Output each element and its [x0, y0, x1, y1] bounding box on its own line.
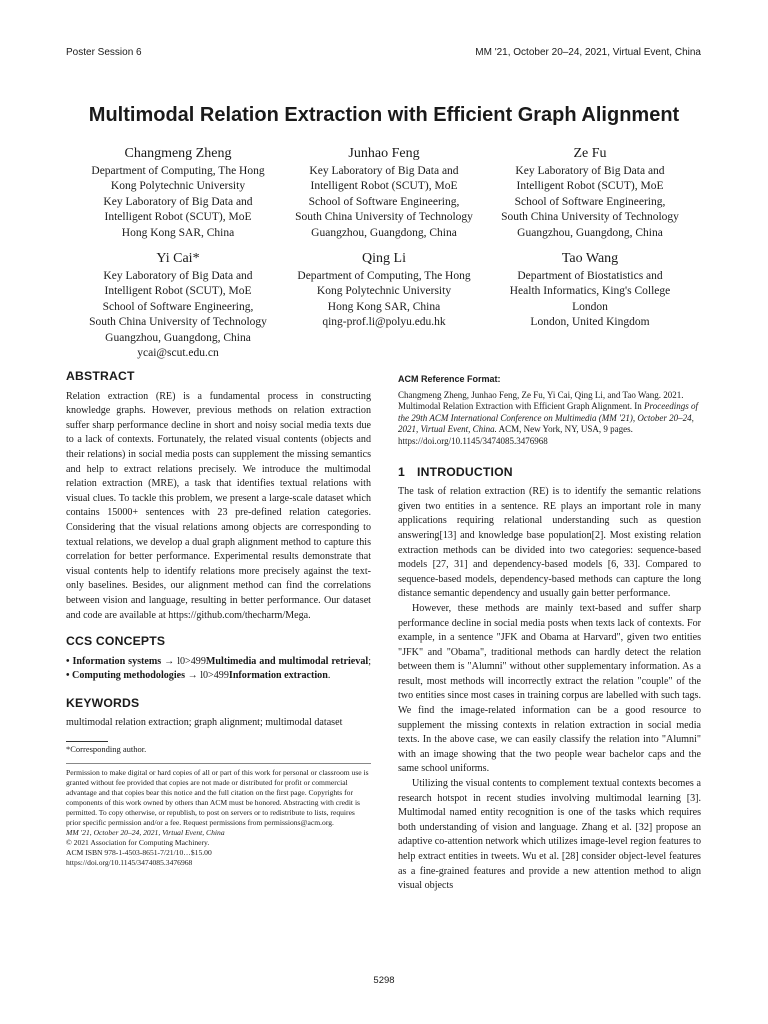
- running-header-right: MM '21, October 20–24, 2021, Virtual Event, China: [475, 47, 701, 58]
- acm-reference-authors: Changmeng Zheng, Junhao Feng, Ze Fu, Yi Cai, Qing Li, and Tao Wang. 2021. Multimodal Relation Extraction with Efficient Graph Alignment. In: [398, 389, 684, 412]
- author-affiliation-line: Intelligent Robot (SCUT), MoE: [310, 180, 458, 193]
- permission-isbn: ACM ISBN 978-1-4503-8651-7/21/10…$15.00: [66, 847, 212, 857]
- author-affiliation-line: London, United Kingdom: [530, 316, 650, 329]
- author-block: [73, 250, 283, 361]
- acm-reference-publisher: ACM, New York, NY, USA, 9 pages. https://doi.org/10.1145/3474085.3476968: [398, 424, 633, 446]
- intro-paragraph: Utilizing the visual contents to complement textual contexts becomes a research hotspot in recent studies involving multimodal learning [3]. Multimodal named entity recognition is one of the tasks which requires both understanding of vision and language. Zhang et al. [32] propose an adaptive co-attention network which utilizes image-level region features to help extract entities in tweets. Wu et al. [28] consider object-level features as a fine-grained features and provide a new attention method to align visual objects: [398, 778, 701, 892]
- permission-text: Permission to make digital or hard copies of all or part of this work for personal or classroom use is granted without fee provided that copies are not made or distributed for profit or commercial advantage and that copies bear this notice and the full citation on the first page. Copyrights for components of this work owned by others than ACM must be honored. Abstracting with credit is permitted. To copy otherwise, or republish, to post on servers or to redistribute to lists, requires prior specific permission and/or a fee. Request permissions from permissions@acm.org.: [66, 768, 369, 827]
- footnote-corresponding-author: *Corresponding author.: [66, 744, 147, 755]
- running-header-left: Poster Session 6: [66, 47, 142, 58]
- author-affiliation-line: Key Laboratory of Big Data and: [103, 195, 253, 208]
- author-email[interactable]: qing-prof.li@polyu.edu.hk: [322, 316, 446, 329]
- permission-doi[interactable]: https://doi.org/10.1145/3474085.3476968: [66, 857, 193, 867]
- author-affiliation-line: School of Software Engineering,: [308, 195, 460, 208]
- permission-copyright: © 2021 Association for Computing Machinery.: [66, 837, 210, 847]
- author-affiliation-line: Intelligent Robot (SCUT), MoE: [104, 211, 252, 224]
- author-affiliation-line: Kong Polytechnic University: [316, 285, 452, 298]
- author-affiliation-line: London: [572, 300, 608, 313]
- author-affiliation-line: Department of Biostatistics and: [517, 270, 663, 282]
- ccs-term: • Information systems: [66, 655, 162, 667]
- author-affiliation-line: South China University of Technology: [295, 211, 473, 224]
- author-name: Tao Wang: [561, 251, 619, 266]
- author-name: Ze Fu: [573, 146, 607, 161]
- permission-venue: MM '21, October 20–24, 2021, Virtual Event, China: [66, 827, 225, 837]
- author-email[interactable]: ycai@scut.edu.cn: [137, 347, 219, 360]
- ccs-term: Information extraction: [228, 670, 328, 682]
- ccs-term: • Computing methodologies: [66, 670, 186, 682]
- permission-block: [66, 768, 371, 868]
- author-name: Yi Cai*: [156, 251, 200, 266]
- author-block: [485, 250, 695, 331]
- ccs-arrow: → l0>499: [185, 670, 229, 682]
- ccs-end: .: [327, 670, 331, 682]
- author-affiliation-line: Department of Computing, The Hong: [297, 270, 471, 282]
- section-title: INTRODUCTION: [416, 464, 513, 479]
- author-block: [279, 250, 489, 331]
- author-affiliation-line: Key Laboratory of Big Data and: [103, 270, 253, 282]
- author-affiliation-line: South China University of Technology: [501, 211, 679, 224]
- author-affiliation-line: Key Laboratory of Big Data and: [515, 165, 665, 177]
- author-affiliation-line: School of Software Engineering,: [514, 195, 666, 208]
- intro-paragraph: However, these methods are mainly text-based and suffer sharp performance decline in social media posts when texts lack of contexts. For example, in a sentence "JFK and Obama at Harvard", given two entities "JFK" and "Obama", traditional methods can hardly detect the relation between them is "Alumni" without other supplementary information. As a result, most methods will incorrectly extract the relation "couple" of the two entities since most cases in training corpus are labelled with such tags. We find the image-related information can be a good resource to supplement the missing contexts in relation extraction in social media texts. In the above case, we can easily classify the relation into "Alumni" with an image showing that the two people wear bachelor caps and the same school uniforms.: [398, 602, 701, 775]
- acm-reference-heading: ACM Reference Format:: [398, 374, 501, 384]
- acm-reference-proceedings: Proceedings of the 29th ACM International Conference on Multimedia (MM '21), October 20–24, 2021, Virtual Event, China.: [398, 401, 698, 435]
- page-number: 5298: [373, 975, 395, 986]
- author-affiliation-line: Guangzhou, Guangdong, China: [105, 331, 251, 344]
- author-affiliation-line: Guangzhou, Guangdong, China: [517, 226, 663, 239]
- author-affiliation-line: Hong Kong SAR, China: [121, 226, 235, 239]
- author-affiliation-line: South China University of Technology: [89, 316, 267, 329]
- abstract-heading: ABSTRACT: [66, 369, 135, 383]
- ccs-arrow: → l0>499: [161, 655, 206, 667]
- acm-reference-text: [398, 390, 701, 448]
- author-block: [73, 145, 283, 241]
- author-name: Qing Li: [362, 251, 406, 266]
- author-affiliation-line: School of Software Engineering,: [102, 300, 254, 313]
- abstract-text: Relation extraction (RE) is a fundamental process in constructing knowledge graphs. However, previous methods on relation extraction suffer sharp performance decline in short and noisy social media texts due to a lack of contexts. Fortunately, the related visual contents (objects and their relations) in social media posts can supplement the missing semantics and help to extract relations precisely. We introduce the multimodal relation extraction (MRE), a task that identifies textual relations with visual clues. To tackle this problem, we present a large-scale dataset which contains 15000+ sentences with 23 pre-defined relation categories. Considering that the visual relations among objects are corresponding to textual relations, we develop a dual graph alignment method to capture this correlation for better performance. Experimental results demonstrate that visual contents help to identify relations more precisely against the text-only baselines. Besides, our alignment method can find the correlations between vision and language, resulting in better performance. Our dataset and code are available at https://github.com/thecharm/Mega.: [66, 390, 371, 621]
- author-block: [485, 145, 695, 241]
- keywords-heading: KEYWORDS: [66, 695, 140, 710]
- author-affiliation-line: Hong Kong SAR, China: [327, 300, 441, 313]
- ccs-heading: CCS CONCEPTS: [66, 634, 166, 649]
- ccs-term: Multimedia and multimodal retrieval: [205, 655, 369, 667]
- author-affiliation-line: Intelligent Robot (SCUT), MoE: [516, 180, 664, 193]
- author-affiliation-line: Health Informatics, King's College: [509, 285, 671, 298]
- author-affiliation-line: Intelligent Robot (SCUT), MoE: [104, 285, 252, 298]
- intro-paragraph: The task of relation extraction (RE) is to identify the semantic relations given two entities in a sentence. RE plays an important role in many applications requiring relational understanding such as question answering[13] and knowledge base population[2]. Most existing relation extraction methods can be divided into two categories: sequence-based models [27, 31] and dependency-based models [6, 33]. Compared to sequence-based models, dependency-based methods can capture the long distance semantic dependency and usually gain better performance.: [398, 486, 701, 600]
- author-affiliation-line: Department of Computing, The Hong: [91, 165, 265, 177]
- author-affiliation-line: Kong Polytechnic University: [110, 180, 246, 193]
- author-affiliation-line: Key Laboratory of Big Data and: [309, 165, 459, 177]
- author-block: [279, 145, 489, 241]
- author-name: Junhao Feng: [348, 146, 420, 161]
- permission-rule: [66, 763, 371, 764]
- footnote-rule: [66, 741, 108, 742]
- ccs-concepts: [66, 655, 371, 684]
- ccs-separator: ;: [368, 655, 371, 667]
- keywords-text: multimodal relation extraction; graph alignment; multimodal dataset: [66, 717, 343, 729]
- right-column: [398, 372, 701, 894]
- paper-title: Multimodal Relation Extraction with Efficient Graph Alignment: [88, 104, 680, 126]
- introduction-heading: [398, 465, 701, 480]
- author-name: Changmeng Zheng: [124, 146, 232, 161]
- section-number: 1: [398, 464, 405, 479]
- left-column: [66, 369, 371, 868]
- author-affiliation-line: Guangzhou, Guangdong, China: [311, 226, 457, 239]
